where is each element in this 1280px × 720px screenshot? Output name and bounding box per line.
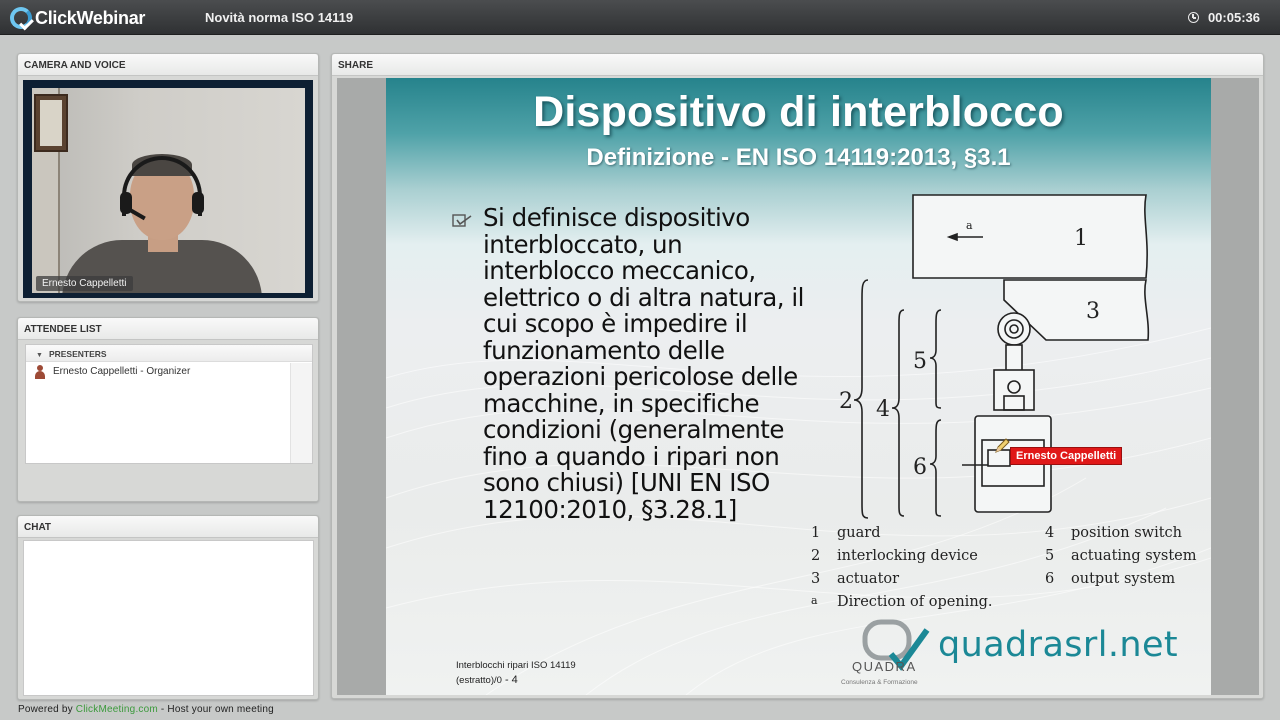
logo-text: ClickWebinar [35,7,146,28]
slide-subtitle: Definizione - EN ISO 14119:2013, §3.1 [586,144,1011,171]
chat-messages-area[interactable] [23,540,314,696]
powered-by-prefix: Powered by [18,704,76,715]
meeting-title: Novità norma ISO 14119 [205,10,354,25]
slide-body-line: interbloccato, un [483,229,683,259]
slide-footer [456,658,576,688]
slide-page-number: - 4 [504,674,518,686]
slide-footer-line1: Interblocchi ripari ISO 14119 [456,660,576,671]
camera-frame [23,80,313,298]
clickwebinar-logo-icon [10,7,32,29]
shared-screen-area[interactable] [337,78,1259,695]
diagram-label-a: a [966,219,973,232]
presentation-slide [386,78,1211,695]
slide-body-line: fino a quando i ripari non [483,441,780,471]
presenter-pointer-tag: Ernesto Cappelletti [1010,447,1122,465]
camera-video[interactable] [32,88,305,293]
diagram-label-6: 6 [913,455,927,480]
meeting-timer [1188,10,1260,25]
chat-panel-title: CHAT [18,516,318,538]
brand-url: quadrasrl.net [938,625,1179,665]
clickmeeting-link[interactable]: ClickMeeting.com [75,704,158,715]
attendee-list-scrollbar[interactable] [290,363,312,463]
attendee-name: Ernesto Cappelletti - Organizer [53,366,191,377]
diagram-label-3: 3 [1086,299,1100,324]
slide-footer-line2: (estratto)/0 [456,675,502,686]
attendee-row[interactable] [26,362,312,382]
slide-body-line: interblocco meccanico, [483,256,756,285]
diagram-label-5: 5 [913,349,927,374]
collapse-triangle-icon[interactable]: ▼ [36,352,43,359]
slide-body-line: funzionamento delle [483,335,725,365]
share-panel-title: SHARE [332,54,1263,76]
diagram-legend: 1 guard 2 interlocking device 3 actuator a Direction of opening. 4 position switch 5 actuating system 6 output system [811,525,1197,610]
slide-body-line: cui scopo è impedire il [483,309,748,338]
brand-name: QUADRA [852,659,917,674]
camera-panel-title: CAMERA AND VOICE [18,54,318,76]
powered-by-suffix: - Host your own meeting [157,704,274,715]
brand-tagline: Consulenza & Formazione [841,679,918,686]
attendee-list-panel [17,317,319,502]
slide-body-line: 12100:2010, §3.28.1] [483,494,737,524]
camera-speaker-name: Ernesto Cappelletti [36,276,133,291]
top-bar [0,0,1280,35]
slide-body-line: macchine, in specifiche [483,388,760,418]
slide-body-line: Si definisce dispositivo [483,203,750,232]
attendee-list [25,344,313,464]
chat-panel [17,515,319,700]
share-panel [331,53,1264,699]
slide-body-line: condizioni (generalmente [483,415,784,444]
slide-body-line: elettrico o di altra natura, il [483,282,804,312]
slide-body-line: operazioni pericolose delle [483,362,798,391]
pointer-pencil-icon [994,438,1010,454]
attendee-list-title: ATTENDEE LIST [18,318,318,340]
presenters-group-label: PRESENTERS [48,349,107,359]
powered-by-footer [18,704,274,715]
presenter-video-figure [62,152,262,293]
clock-icon [1188,12,1199,23]
user-icon [34,365,46,379]
slide-title: Dispositivo di interblocco [533,88,1064,136]
slide-body-line: sono chiusi) [UNI EN ISO [483,468,770,497]
diagram-label-2: 2 [839,389,853,414]
checkbox-bullet-icon [452,214,472,228]
timer-value: 00:05:36 [1207,10,1260,25]
background-picture [34,94,68,152]
camera-panel [17,53,319,302]
presenters-group-header[interactable] [26,345,312,362]
diagram-label-1: 1 [1074,226,1088,251]
interlock-diagram [836,188,1156,528]
slide-body-text [483,205,823,523]
clickwebinar-logo [10,6,145,30]
diagram-label-4: 4 [876,397,890,422]
